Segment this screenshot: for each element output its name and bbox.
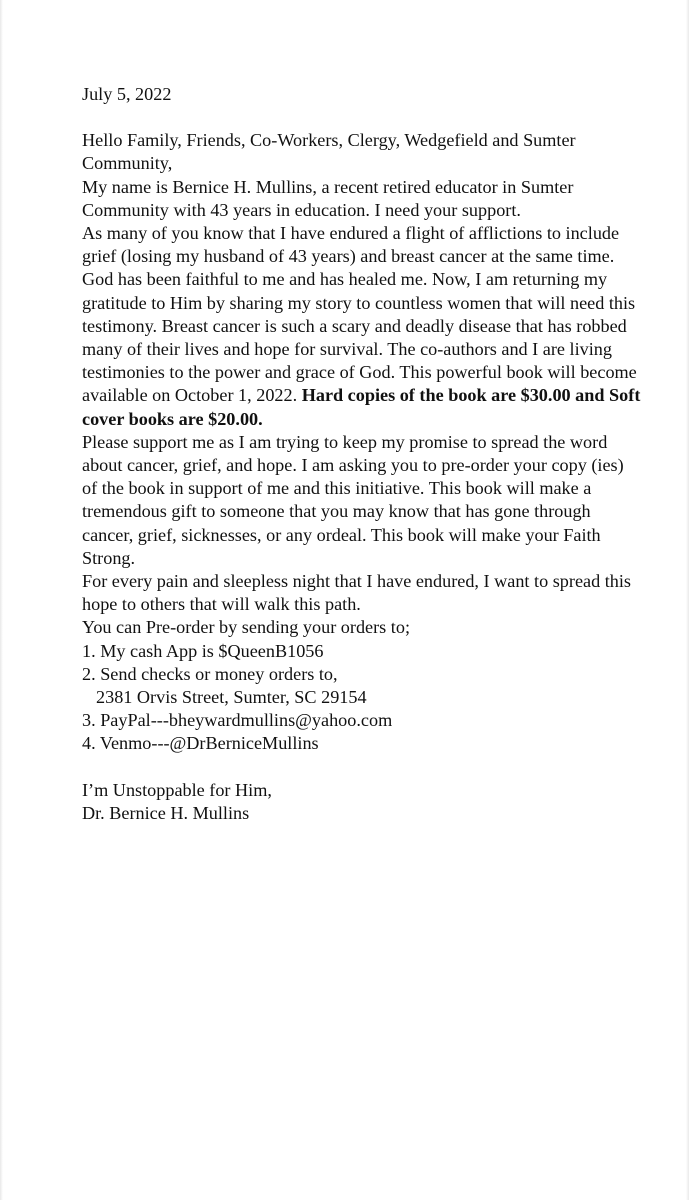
order-intro: You can Pre-order by sending your orders to; [82, 617, 410, 638]
letter-date: July 5, 2022 [82, 84, 172, 104]
letter-story-paragraph [82, 222, 642, 431]
letter-closing: I’m Unstoppable for Him, [82, 779, 272, 800]
order-item-venmo: 4. Venmo---@DrBerniceMullins [82, 733, 319, 754]
letter-signature: Dr. Bernice H. Mullins [82, 802, 250, 823]
letter-prices: Hard copies of the book are $30.00 and Soft cover books are $20.00. [82, 385, 641, 429]
order-item-cashapp: 1. My cash App is $QueenB1056 [82, 640, 324, 661]
letter-appeal: Please support me as I am trying to keep my promise to spread the word about cancer, grief, and hope. I am asking you to pre-order your copy (ies) of the book in support of me and this initiative. This book will make a tremendous gift to someone that you may know that has gone through cancer, grief, sicknesses, or any ordeal. This book will make your Faith Strong. [82, 431, 624, 568]
order-item-address: 2381 Orvis Street, Sumter, SC 29154 [96, 687, 367, 708]
order-item-checks: 2. Send checks or money orders to, [82, 663, 338, 684]
letter-body [82, 83, 642, 825]
letter-hope: For every pain and sleepless night that I have endured, I want to spread this hope to others that will walk this path. [82, 571, 632, 615]
letter-intro: My name is Bernice H. Mullins, a recent retired educator in Sumter Community with 43 years in education. I need your support. [82, 176, 574, 220]
letter-story: As many of you know that I have endured a flight of afflictions to include grief (losing my husband of 43 years) and breast cancer at the same time. God has been faithful to me and has healed me. Now, I am returning my gratitude to Him by sharing my story to countless women that will need this testimony. Breast cancer is such a scary and deadly disease that has robbed many of their lives and hope for survival. The co-authors and I are living testimonies to the power and grace of God. This powerful book will become available on October 1, 2022. [82, 223, 637, 406]
letter-greeting: Hello Family, Friends, Co-Workers, Clergy, Wedgefield and Sumter Community, [82, 130, 576, 174]
order-item-paypal: 3. PayPal---bheywardmullins@yahoo.com [82, 710, 393, 731]
